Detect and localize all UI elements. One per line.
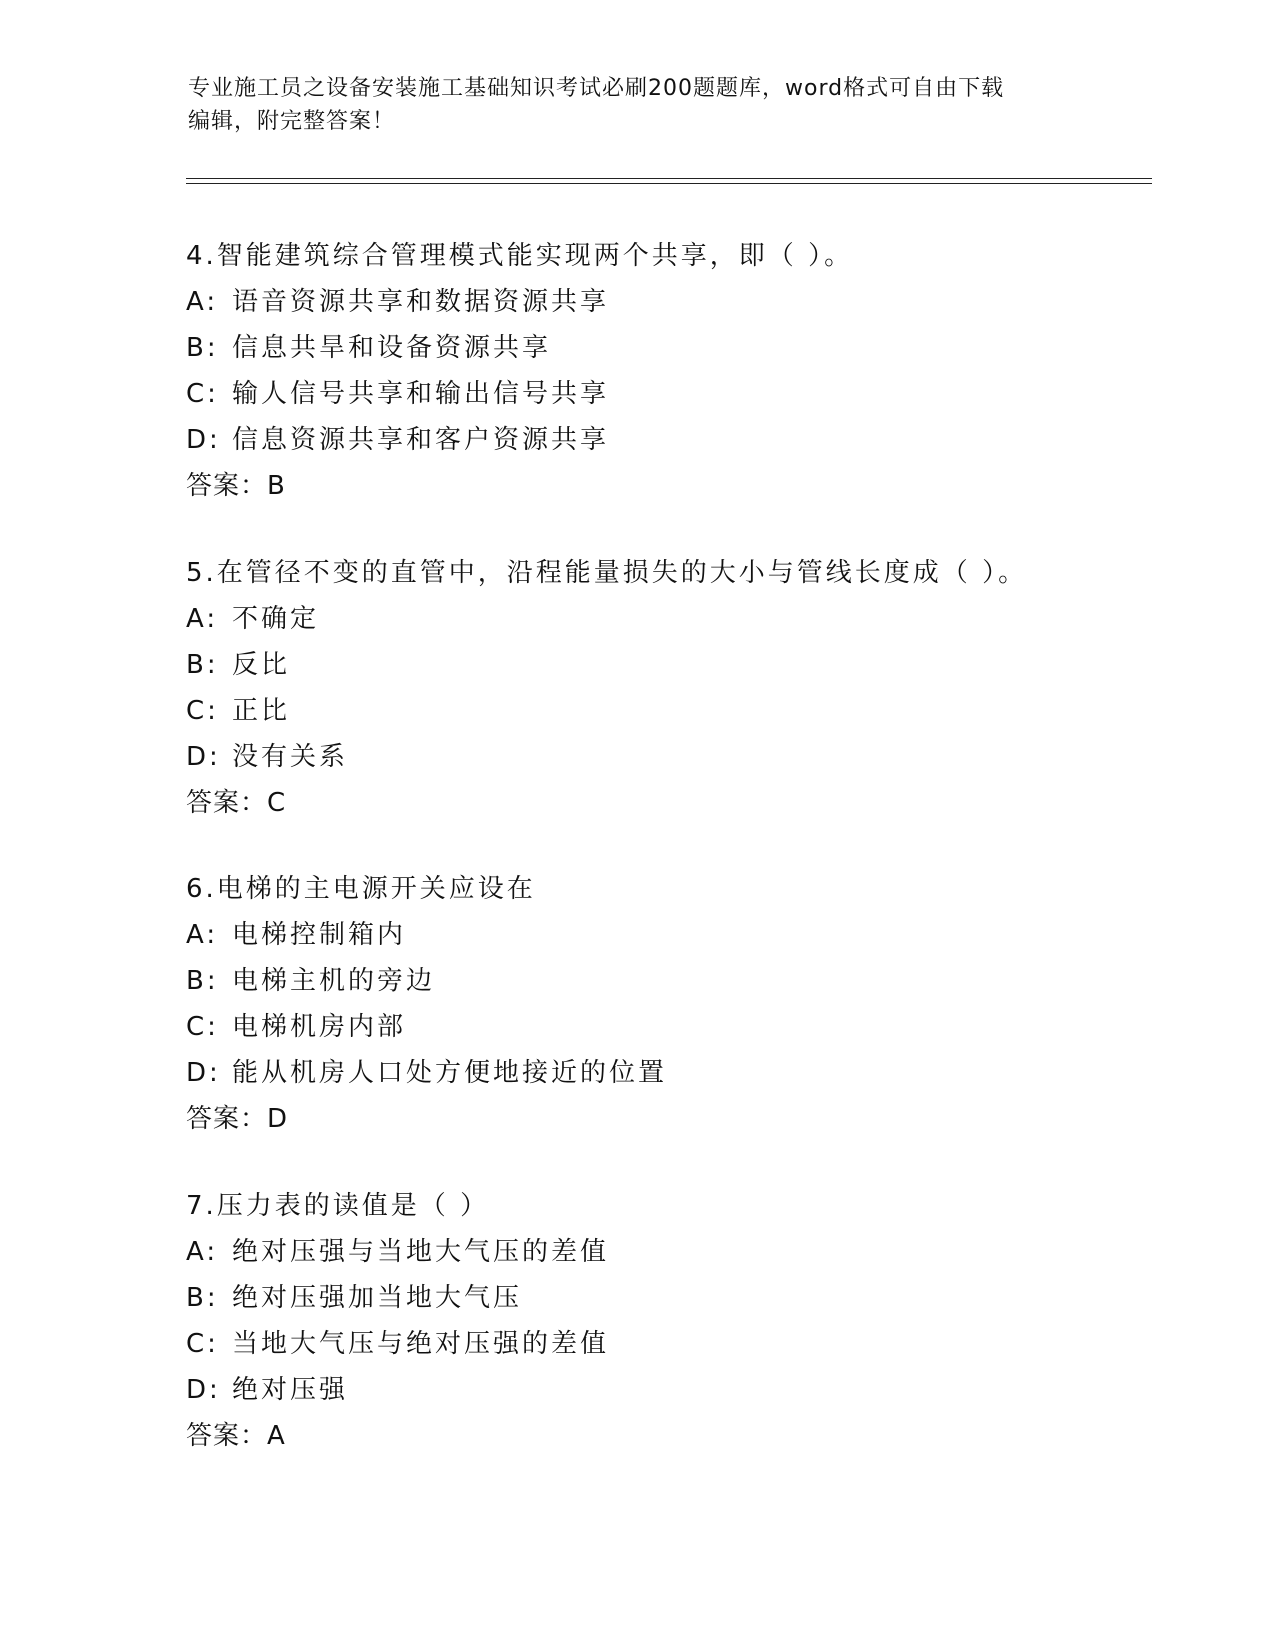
answer: 答案：B: [186, 471, 286, 501]
option-key: C:: [186, 1329, 219, 1359]
option-text: 正比: [232, 696, 291, 726]
option-text: 能从机房人口处方便地接近的位置: [232, 1058, 668, 1088]
question-stem: 4.智能建筑综合管理模式能实现两个共享，即（ ）。: [186, 241, 854, 271]
option-text: 没有关系: [232, 742, 349, 772]
option-c: [186, 1321, 1186, 1367]
option-text: 不确定: [232, 604, 320, 634]
option-text: 信息共旱和设备资源共享: [232, 333, 552, 363]
question-4: [186, 233, 1186, 509]
question-7: [186, 1183, 1186, 1459]
option-text: 反比: [232, 650, 291, 680]
option-key: D:: [186, 742, 221, 772]
option-key: A:: [186, 1237, 219, 1267]
option-d: [186, 417, 1186, 463]
question-6: [186, 866, 1186, 1142]
option-key: D:: [186, 1058, 221, 1088]
question-5: [186, 550, 1186, 826]
option-key: B:: [186, 333, 219, 363]
option-text: 绝对压强: [232, 1375, 349, 1405]
option-b: [186, 958, 1186, 1004]
option-key: B:: [186, 1283, 219, 1313]
option-text: 绝对压强加当地大气压: [232, 1283, 523, 1313]
header-title-line-2: 编辑，附完整答案！: [188, 109, 396, 134]
option-text: 当地大气压与绝对压强的差值: [232, 1329, 610, 1359]
option-d: [186, 1050, 1186, 1096]
option-a: [186, 279, 1186, 325]
option-key: C:: [186, 379, 219, 409]
option-text: 信息资源共享和客户资源共享: [232, 425, 610, 455]
option-key: A:: [186, 920, 219, 950]
document-header: [188, 72, 1088, 138]
answer: 答案：D: [186, 1104, 289, 1134]
option-b: [186, 642, 1186, 688]
option-key: C:: [186, 696, 219, 726]
option-key: B:: [186, 650, 219, 680]
option-text: 电梯主机的旁边: [232, 966, 436, 996]
answer: 答案：C: [186, 788, 287, 818]
option-a: [186, 912, 1186, 958]
option-d: [186, 1367, 1186, 1413]
header-divider: [186, 178, 1152, 184]
option-a: [186, 596, 1186, 642]
option-b: [186, 325, 1186, 371]
option-key: A:: [186, 287, 219, 317]
question-stem: 5.在管径不变的直管中，沿程能量损失的大小与管线长度成（ ）。: [186, 558, 1028, 588]
option-text: 绝对压强与当地大气压的差值: [232, 1237, 610, 1267]
option-c: [186, 1004, 1186, 1050]
option-key: C:: [186, 1012, 219, 1042]
option-d: [186, 734, 1186, 780]
header-title-line-1: 专业施工员之设备安装施工基础知识考试必刷200题题库，word格式可自由下载: [188, 76, 1005, 101]
question-stem: 7.压力表的读值是（ ）: [186, 1191, 490, 1221]
option-key: B:: [186, 966, 219, 996]
option-key: D:: [186, 1375, 221, 1405]
answer: 答案：A: [186, 1421, 286, 1451]
option-text: 输人信号共享和输出信号共享: [232, 379, 610, 409]
option-a: [186, 1229, 1186, 1275]
option-key: A:: [186, 604, 219, 634]
option-c: [186, 688, 1186, 734]
option-b: [186, 1275, 1186, 1321]
option-c: [186, 371, 1186, 417]
question-stem: 6.电梯的主电源开关应设在: [186, 874, 536, 904]
option-key: D:: [186, 425, 221, 455]
option-text: 电梯控制箱内: [232, 920, 407, 950]
option-text: 语音资源共享和数据资源共享: [232, 287, 610, 317]
option-text: 电梯机房内部: [232, 1012, 407, 1042]
